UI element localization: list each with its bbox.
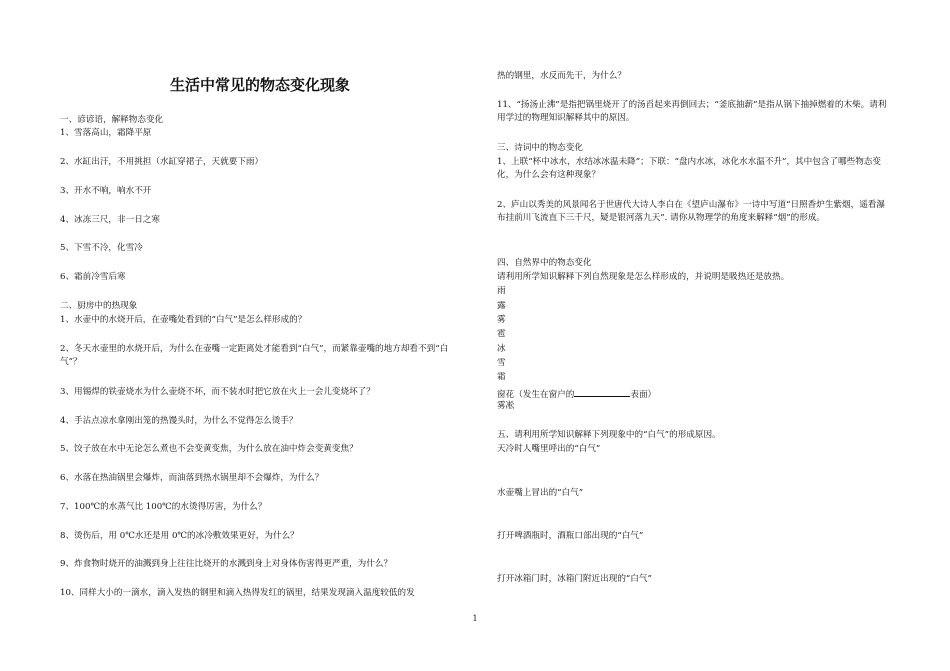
- kitchen-question: 6、水落在热油锅里会爆炸，而油落到热水锅里却不会爆炸，为什么？: [60, 473, 324, 483]
- white-gas-item: 打开啤酒瓶时，酒瓶口部出现的“白气”: [497, 531, 644, 541]
- phenomenon-item: 雾: [497, 315, 506, 325]
- proverb-item: 6、霜前冷雪后寒: [60, 272, 126, 282]
- section-1-heading: 一、谚谚语，解释物态变化: [60, 115, 164, 125]
- question-11: 11、“扬汤止沸”是指把锅里烧开了的汤舀起来再倒回去；“釜底抽薪”是指从锅下抽掉燃着的木柴。请利用学过的物理知识解释其中的原因。: [497, 100, 887, 123]
- kitchen-question: 3、用锡焊的铁壶烧水为什么壶烧不坏，而不装水时把它放在火上一会儿变烧坏了？: [60, 387, 375, 397]
- window-frost-text: 窗花（发生在窗户的: [497, 390, 575, 400]
- kitchen-question: 5、饺子放在水中无论怎么煮也不会变黄变焦，为什么放在油中炸会变黄变焦？: [60, 444, 358, 454]
- phenomenon-item: 霜: [497, 372, 506, 382]
- section-3-heading: 三、诗词中的物态变化: [497, 143, 583, 153]
- question-10-continuation: 热的钢里，水反而先干，为什么？: [497, 71, 626, 81]
- section-4-intro: 请利用所学知识解释下列自然现象是怎么样形成的，并说明是吸热还是放热。: [497, 272, 790, 282]
- phenomenon-item: 雹: [497, 329, 506, 339]
- kitchen-question: 2、冬天水壶里的水烧开后，为什么在壶嘴一定距离处才能看到“白气”，而紧靠壶嘴的地方却看不到“白气”？: [60, 344, 449, 367]
- right-column: [497, 0, 889, 671]
- page-number: 1: [472, 614, 478, 623]
- white-gas-item: 天冷时人嘴里呼出的“白气”: [497, 444, 601, 454]
- phenomenon-item: 雨: [497, 286, 506, 296]
- kitchen-question: 9、炸食物时烧开的油溅到身上往往比烧开的水溅到身上对身体伤害得更严重，为什么？: [60, 559, 393, 569]
- phenomenon-item: 雾凇: [497, 401, 515, 411]
- phenomenon-item: 冰: [497, 344, 506, 354]
- proverb-item: 3、开水不响，响水不开: [60, 186, 152, 196]
- section-5-heading: 五、请利用所学知识解释下列现象中的“白气”的形成原因。: [497, 430, 721, 440]
- proverb-item: 4、冰冻三尺，非一日之寒: [60, 215, 160, 225]
- section-4-heading: 四、自然界中的物态变化: [497, 258, 592, 268]
- white-gas-item: 水壶嘴上冒出的“白气”: [497, 488, 584, 498]
- poem-question: 2、庐山以秀美的风景闻名于世唐代大诗人李白在《望庐山瀑布》一诗中写道“日照香炉生紫烟，遥看瀑布挂前川飞流直下三千尺，疑是银河落九天”. 请你从物理学的角度来解释“烟”的形成。: [497, 200, 885, 223]
- kitchen-question: 8、烫伤后，用 0℃水还是用 0℃的冰冷敷效果更好，为什么？: [60, 531, 299, 541]
- phenomenon-item: 露: [497, 301, 506, 311]
- left-column: [60, 0, 460, 671]
- document-title: 生活中常见的物态变化现象: [169, 76, 350, 94]
- fill-in-blank[interactable]: [574, 386, 630, 397]
- kitchen-question: 7、100℃的水蒸气比 100℃的水烫得厉害，为什么？: [60, 502, 267, 512]
- phenomenon-item: 雪: [497, 358, 506, 368]
- kitchen-question: 1、水壶中的水烧开后，在壶嘴处看到的“白气”是怎么样形成的？: [60, 315, 307, 325]
- proverb-item: 5、下雪不冷，化雪冷: [60, 243, 143, 253]
- proverb-item: 2、水缸出汗，不用挑担（水缸穿裙子，天就要下雨）: [60, 157, 264, 167]
- white-gas-item: 打开冰箱门时，冰箱门附近出现的“白气”: [497, 574, 652, 584]
- window-frost-text-end: 表面）: [630, 390, 657, 400]
- kitchen-question: 10、同样大小的一滴水，滴入发热的钢里和滴入热得发红的锅里，结果发现滴入温度较低的发: [60, 588, 415, 598]
- section-2-heading: 二、厨房中的热现象: [60, 301, 138, 311]
- proverb-item: 1、雪落高山，霜降平原: [60, 128, 152, 138]
- kitchen-question: 4、手沾点凉水拿刚出笼的热馒头时，为什么不觉得怎么烫手？: [60, 416, 298, 426]
- poem-question: 1、上联“杯中冰水，水结冰冰温未降”；下联：“盘内水冰，冰化水水温不升”，其中包含了哪些物态变化，为什么会有这种现象？: [497, 157, 881, 180]
